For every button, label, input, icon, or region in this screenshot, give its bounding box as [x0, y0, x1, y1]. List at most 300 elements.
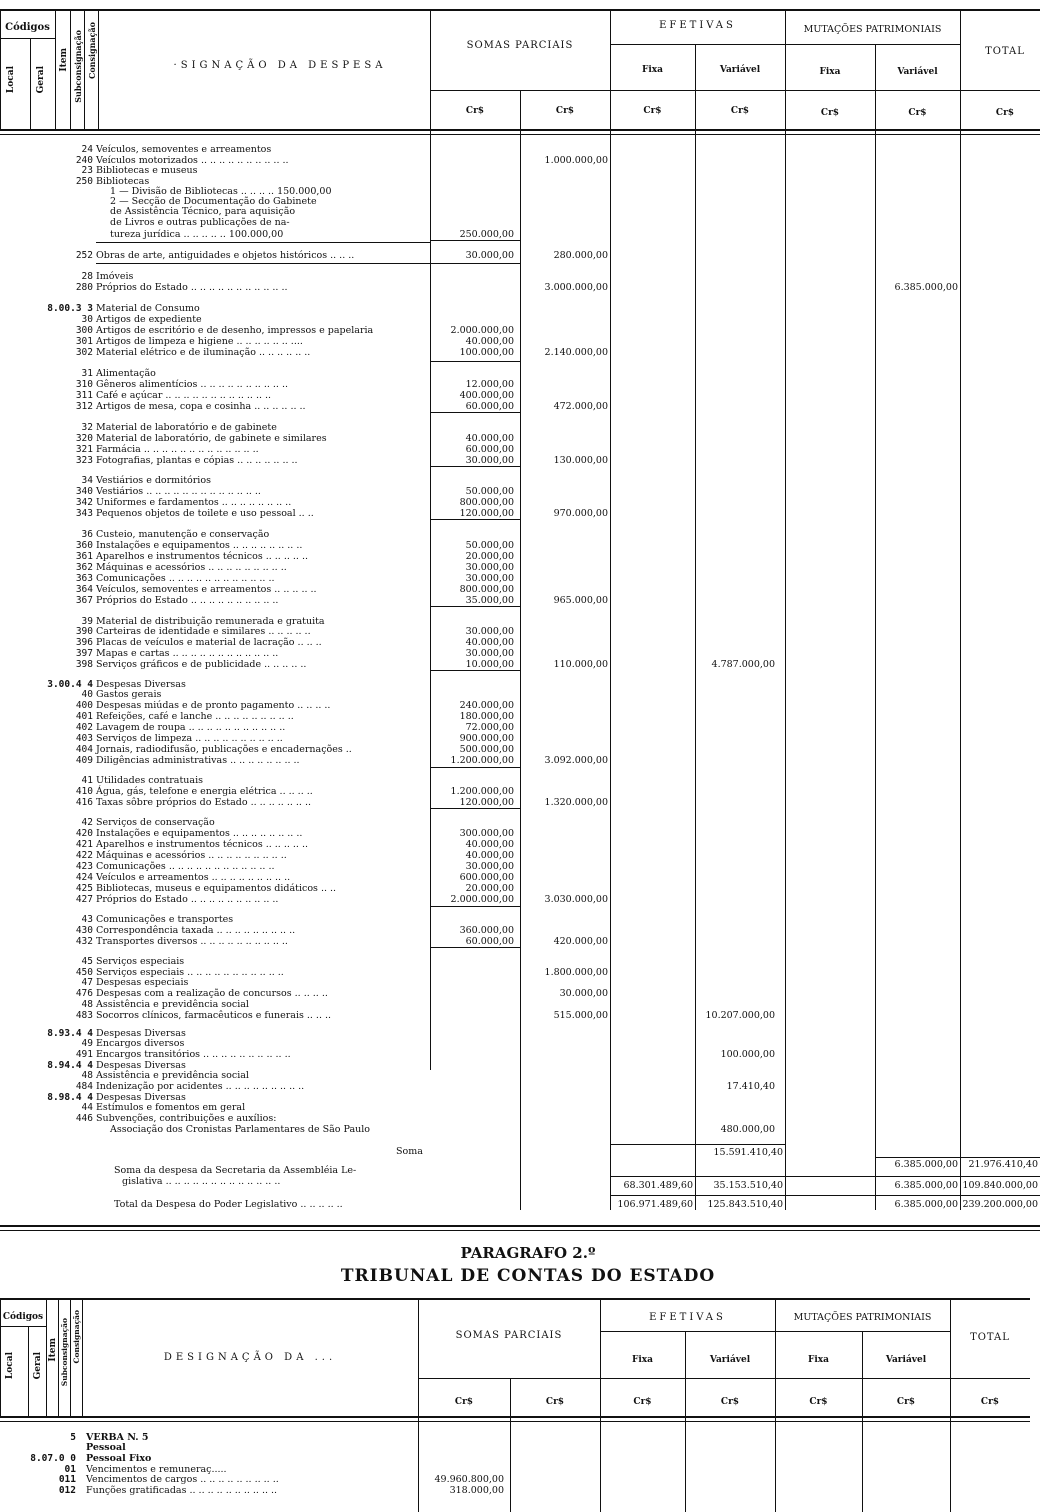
- row-value-a: 60.000,00: [465, 401, 514, 412]
- paragrafo-title: PARAGRAFO 2.º: [460, 1244, 596, 1262]
- row-code: 23: [81, 165, 93, 176]
- poder-variavel-value: 125.843.510,40: [707, 1199, 783, 1210]
- row-value-a: 50.000,00: [465, 486, 514, 497]
- row-code: 012: [58, 1485, 76, 1496]
- efetivas-variavel-label: Variável: [719, 65, 761, 75]
- row-code: 31: [81, 368, 93, 379]
- row-code: 483: [75, 1010, 93, 1021]
- row-value-a: 30.000,00: [465, 562, 514, 573]
- row-code: 30: [81, 314, 93, 325]
- poder-label: Total da Despesa do Poder Legislativo .. .. .. .. ..: [114, 1199, 343, 1210]
- row-code: 398: [75, 659, 93, 670]
- row-description: Despesas miúdas e de pronto pagamento .. .. .. ..: [96, 700, 331, 711]
- row-code: 3.00.4 4: [47, 679, 93, 690]
- row-code: 8.00.3 3: [47, 303, 93, 314]
- row-code: 280: [75, 282, 93, 293]
- row-description: Diligências administrativas .. .. .. .. .. .. .. ..: [96, 755, 300, 766]
- row-code: 343: [75, 508, 93, 519]
- row-value-a: 30.000,00: [465, 626, 514, 637]
- row-description: Artigos de limpeza e higiene .. .. .. .. .. .. ....: [96, 336, 303, 347]
- row-description: tureza jurídica .. .. .. .. .. 100.000,00: [110, 229, 284, 240]
- row-value-a: 800.000,00: [459, 497, 514, 508]
- secretaria-variavel-value: 35.153.510,40: [713, 1180, 783, 1191]
- row-value-a: 40.000,00: [465, 336, 514, 347]
- row-description: Máquinas e acessórios .. .. .. .. .. .. .. .. ..: [96, 850, 287, 861]
- efetivas-fixa-label: Fixa: [641, 65, 663, 75]
- col-consig-label: Consignação: [87, 22, 97, 80]
- row-value-b: 130.000,00: [553, 455, 608, 466]
- currency-col-f: Cr$: [908, 108, 927, 118]
- soma-mutacoes-value: 6.385.000,00: [894, 1159, 958, 1170]
- efetivas-fixa-label-2: Fixa: [631, 1355, 653, 1365]
- row-description: Café e açúcar .. .. .. .. .. .. .. .. .. .. .. ..: [96, 390, 272, 401]
- row-description: Próprios do Estado .. .. .. .. .. .. .. .. .. .. ..: [96, 282, 288, 293]
- currency-2-col-e: Cr$: [809, 1397, 828, 1407]
- row-description: Serviços especiais .. .. .. .. .. .. .. .. .. .. ..: [96, 967, 284, 978]
- row-value-b: 1.800.000,00: [544, 967, 608, 978]
- poder-mutacoes-value: 6.385.000,00: [894, 1199, 958, 1210]
- row-value-b: 30.000,00: [559, 988, 608, 999]
- row-description: Uniformes e fardamentos .. .. .. .. .. .. .. ..: [96, 497, 292, 508]
- row-description: Assistência e previdência social: [96, 999, 249, 1010]
- row-value-a: 30.000,00: [465, 455, 514, 466]
- row-code: 323: [75, 455, 93, 466]
- row-value-a: 800.000,00: [459, 584, 514, 595]
- row-code: 28: [81, 271, 93, 282]
- row-value-a: 318.000,00: [449, 1485, 504, 1496]
- row-code: 42: [81, 817, 93, 828]
- row-description: Água, gás, telefone e energia elétrica .. .. .. ..: [96, 786, 313, 797]
- row-value-a: 40.000,00: [465, 637, 514, 648]
- row-value-a: 500.000,00: [459, 744, 514, 755]
- mutacoes-fixa-label: Fixa: [819, 67, 841, 77]
- row-code: 311: [75, 390, 93, 401]
- subtotal-rule: [430, 240, 520, 241]
- row-description: Utilidades contratuais: [96, 775, 203, 786]
- row-description: Artigos de escritório e de desenho, impressos e papelaria: [96, 325, 374, 336]
- row-value-a: 30.000,00: [465, 648, 514, 659]
- row-value-d: 100.000,00: [720, 1049, 775, 1060]
- row-description: Despesas especiais: [96, 977, 189, 988]
- row-description: Vencimentos de cargos .. .. .. .. .. .. .. .. ..: [86, 1474, 279, 1485]
- row-code: 401: [75, 711, 93, 722]
- codigos-label: Códigos: [5, 22, 50, 33]
- row-description: Carteiras de identidade e similares .. .. .. .. ..: [96, 626, 311, 637]
- col-geral-label-2: Geral: [33, 1352, 43, 1380]
- row-value-a: 180.000,00: [459, 711, 514, 722]
- row-value-b: 3.092.000,00: [544, 755, 608, 766]
- row-code: 427: [75, 894, 93, 905]
- row-description: Veículos, semoventes e arreamentos .. .. .. .. ..: [96, 584, 317, 595]
- subtotal-rule: [430, 808, 520, 809]
- row-description: Comunicações .. .. .. .. .. .. .. .. .. .. .. ..: [96, 861, 275, 872]
- row-value-b: 1.320.000,00: [544, 797, 608, 808]
- somas-parciais-header: SOMAS PARCIAIS: [466, 40, 574, 51]
- row-description: Serviços de conservação: [96, 817, 215, 828]
- row-value-a: 50.000,00: [465, 540, 514, 551]
- designacao-header-2: DESIGNAÇÃO DA ...: [163, 1352, 337, 1363]
- row-description: Veículos motorizados .. .. .. .. .. .. .. .. .. ..: [96, 155, 289, 166]
- row-code: 250: [75, 176, 93, 187]
- row-code: 361: [75, 551, 93, 562]
- row-code: 8.93.4 4: [47, 1028, 93, 1039]
- row-description: Aparelhos e instrumentos técnicos .. .. .. .. ..: [96, 839, 309, 850]
- row-description: Pessoal Fixo: [86, 1453, 152, 1464]
- row-code: 43: [81, 914, 93, 925]
- col-subconsig-label: Subconsignação: [73, 30, 83, 103]
- row-description: Despesas com a realização de concursos .. .. .. ..: [96, 988, 328, 999]
- row-description: Jornais, radiodifusão, publicações e encadernações ..: [96, 744, 352, 755]
- subtotal-rule: [430, 263, 520, 264]
- currency-col-c: Cr$: [643, 106, 662, 116]
- row-description: Material de laboratório, de gabinete e similares: [96, 433, 327, 444]
- currency-2-col-a: Cr$: [454, 1397, 474, 1407]
- row-description: Próprios do Estado .. .. .. .. .. .. .. .. .. ..: [96, 595, 279, 606]
- row-description: Artigos de mesa, copa e cosinha .. .. .. .. .. ..: [96, 401, 306, 412]
- row-code: 44: [81, 1102, 93, 1113]
- currency-2-col-c: Cr$: [633, 1397, 652, 1407]
- row-code: 421: [75, 839, 93, 850]
- row-value-b: 965.000,00: [553, 595, 608, 606]
- row-code: 403: [75, 733, 93, 744]
- row-description: Despesas Diversas: [96, 1092, 186, 1103]
- row-code: 310: [75, 379, 93, 390]
- row-code: 8.07.0 0: [30, 1453, 76, 1464]
- row-code: 397: [75, 648, 93, 659]
- currency-2-col-f: Cr$: [896, 1397, 916, 1407]
- row-code: 48: [81, 999, 93, 1010]
- row-value-a: 12.000,00: [465, 379, 514, 390]
- row-code: 402: [75, 722, 93, 733]
- row-code: 476: [75, 988, 93, 999]
- row-value-d: 17.410,40: [726, 1081, 775, 1092]
- row-value-a: 35.000,00: [465, 595, 514, 606]
- efetivas-header: EFETIVAS: [659, 20, 736, 31]
- row-description: Despesas Diversas: [96, 1028, 186, 1039]
- row-code: 32: [81, 422, 93, 433]
- row-code: 362: [75, 562, 93, 573]
- secretaria-label-2: gislativa .. .. .. .. .. .. .. .. .. .. .. .. ..: [122, 1176, 281, 1187]
- row-description: 1 — Divisão de Bibliotecas .. .. .. .. 150.000,00: [110, 186, 332, 197]
- row-code: 424: [75, 872, 93, 883]
- row-code: 360: [75, 540, 93, 551]
- row-description: Serviços especiais: [96, 956, 185, 967]
- col-consig-label-2: Consignação: [72, 1310, 81, 1364]
- row-description: Bibliotecas, museus e equipamentos didáticos .. ..: [96, 883, 337, 894]
- secretaria-fixa-value: 68.301.489,60: [623, 1180, 693, 1191]
- row-code: 300: [75, 325, 93, 336]
- row-code: 301: [75, 336, 93, 347]
- somas-parciais-header-2: SOMAS PARCIAIS: [455, 1330, 563, 1341]
- row-description: Transportes diversos .. .. .. .. .. .. .. .. .. ..: [96, 936, 288, 947]
- row-code: 47: [81, 977, 93, 988]
- row-code: 49: [81, 1038, 93, 1049]
- mutacoes-variavel-label-2: Variável: [885, 1355, 927, 1365]
- secretaria-total-value: 109.840.000,00: [962, 1180, 1038, 1191]
- row-value-a: 2.000.000,00: [450, 894, 514, 905]
- efetivas-variavel-label-2: Variável: [709, 1355, 751, 1365]
- row-description: Pessoal: [86, 1442, 126, 1453]
- secretaria-mutacoes-value: 6.385.000,00: [894, 1180, 958, 1191]
- row-value-d: 10.207.000,00: [705, 1010, 775, 1021]
- poder-fixa-value: 106.971.489,60: [617, 1199, 693, 1210]
- row-description: Artigos de expediente: [96, 314, 202, 325]
- subtotal-rule: [430, 606, 520, 607]
- row-description: Gêneros alimentícios .. .. .. .. .. .. .. .. .. ..: [96, 379, 288, 390]
- row-value-a: 10.000,00: [465, 659, 514, 670]
- col-item-label: Item: [59, 48, 69, 72]
- row-value-b: 110.000,00: [553, 659, 608, 670]
- row-value-a: 400.000,00: [459, 390, 514, 401]
- row-value-a: 120.000,00: [459, 508, 514, 519]
- row-code: 410: [75, 786, 93, 797]
- row-code: 41: [81, 775, 93, 786]
- row-description: Serviços gráficos e de publicidade .. .. .. .. ..: [96, 659, 307, 670]
- row-value-a: 100.000,00: [459, 347, 514, 358]
- subtotal-rule: [430, 670, 520, 671]
- row-code: 340: [75, 486, 93, 497]
- row-value-b: 3.000.000,00: [544, 282, 608, 293]
- row-description: Subvenções, contribuições e auxílios:: [96, 1113, 277, 1124]
- row-description: Pequenos objetos de toilete e uso pessoal .. ..: [96, 508, 314, 519]
- mutacoes-fixa-label-2: Fixa: [807, 1355, 829, 1365]
- row-code: 425: [75, 883, 93, 894]
- item-rule: [96, 263, 430, 264]
- currency-col-b: Cr$: [555, 106, 575, 116]
- row-value-d: 4.787.000,00: [711, 659, 775, 670]
- row-description: Custeio, manutenção e conservação: [96, 529, 270, 540]
- total-header: TOTAL: [985, 46, 1025, 57]
- soma-variavel-value: 15.591.410,40: [713, 1147, 783, 1158]
- row-description: Farmácia .. .. .. .. .. .. .. .. .. .. .. .. ..: [96, 444, 259, 455]
- row-value-a: 1.200.000,00: [450, 786, 514, 797]
- row-code: 312: [75, 401, 93, 412]
- row-code: 416: [75, 797, 93, 808]
- row-value-f: 6.385.000,00: [894, 282, 958, 293]
- row-description: Mapas e cartas .. .. .. .. .. .. .. .. .. .. .. ..: [96, 648, 279, 659]
- row-description: Refeições, café e lanche .. .. .. .. .. .. .. .. ..: [96, 711, 294, 722]
- currency-2-col-b: Cr$: [545, 1397, 565, 1407]
- row-description: Comunicações e transportes: [96, 914, 234, 925]
- row-description: Funções gratificadas .. .. .. .. .. .. .. .. .. ..: [86, 1485, 278, 1496]
- row-code: 364: [75, 584, 93, 595]
- row-code: 400: [75, 700, 93, 711]
- row-description: Material de distribuição remunerada e gratuita: [96, 616, 325, 627]
- row-code: 252: [75, 250, 93, 261]
- row-code: 450: [75, 967, 93, 978]
- currency-col-d: Cr$: [730, 106, 750, 116]
- row-description: Assistência e previdência social: [96, 1070, 249, 1081]
- row-description: Material de laboratório e de gabinete: [96, 422, 277, 433]
- row-description: Fotografias, plantas e cópias .. .. .. .. .. .. ..: [96, 455, 298, 466]
- row-value-a: 30.000,00: [465, 861, 514, 872]
- row-value-a: 30.000,00: [465, 250, 514, 261]
- secretaria-label-1: Soma da despesa da Secretaria da Assembléia Le-: [114, 1165, 357, 1176]
- row-description: Associação dos Cronistas Parlamentares de São Paulo: [110, 1124, 371, 1135]
- row-code: 342: [75, 497, 93, 508]
- soma-total-value: 21.976.410,40: [968, 1159, 1038, 1170]
- row-description: Aparelhos e instrumentos técnicos .. .. .. .. ..: [96, 551, 309, 562]
- row-code: 363: [75, 573, 93, 584]
- col-local-label: Local: [6, 66, 16, 94]
- col-item-label-2: Item: [48, 1338, 58, 1362]
- row-code: 367: [75, 595, 93, 606]
- row-value-a: 360.000,00: [459, 925, 514, 936]
- row-description: Vestiários .. .. .. .. .. .. .. .. .. .. .. .. ..: [96, 486, 261, 497]
- row-code: 39: [81, 616, 93, 627]
- row-value-a: 1.200.000,00: [450, 755, 514, 766]
- row-description: Estímulos e fomentos em geral: [96, 1102, 246, 1113]
- row-description: Despesas Diversas: [96, 679, 186, 690]
- subtotal-rule: [430, 361, 520, 362]
- row-description: Material elétrico e de iluminação .. .. .. .. .. ..: [96, 347, 311, 358]
- row-value-a: 240.000,00: [459, 700, 514, 711]
- row-value-b: 420.000,00: [553, 936, 608, 947]
- row-code: 390: [75, 626, 93, 637]
- row-value-a: 250.000,00: [459, 229, 514, 240]
- row-value-a: 72.000,00: [465, 722, 514, 733]
- row-value-a: 120.000,00: [459, 797, 514, 808]
- row-value-d: 480.000,00: [720, 1124, 775, 1135]
- row-value-a: 2.000.000,00: [450, 325, 514, 336]
- row-description: Correspondência taxada .. .. .. .. .. .. .. .. ..: [96, 925, 296, 936]
- row-code: 45: [81, 956, 93, 967]
- codigos-label-2: Códigos: [2, 1312, 44, 1322]
- subtotal-rule: [430, 519, 520, 520]
- row-code: 491: [75, 1049, 93, 1060]
- row-code: 484: [75, 1081, 93, 1092]
- item-rule: [96, 242, 430, 243]
- row-code: 40: [81, 689, 93, 700]
- row-description: Veículos, semoventes e arreamentos: [96, 144, 272, 155]
- row-code: 430: [75, 925, 93, 936]
- row-description: Material de Consumo: [96, 303, 200, 314]
- row-code: 24: [81, 144, 93, 155]
- mutacoes-variavel-label: Variável: [897, 67, 938, 77]
- poder-total-value: 239.200.000,00: [962, 1199, 1038, 1210]
- row-value-b: 970.000,00: [553, 508, 608, 519]
- row-code: 011: [58, 1474, 76, 1485]
- row-value-a: 600.000,00: [459, 872, 514, 883]
- row-code: 423: [75, 861, 93, 872]
- row-code: 240: [75, 155, 93, 166]
- row-code: 396: [75, 637, 93, 648]
- subtotal-rule: [430, 906, 520, 907]
- row-value-b: 472.000,00: [553, 401, 608, 412]
- row-code: 36: [81, 529, 93, 540]
- row-code: 5: [70, 1432, 76, 1443]
- row-description: de Assistência Técnico, para aquisição: [110, 206, 296, 217]
- row-description: Encargos transitórios .. .. .. .. .. .. .. .. .. ..: [96, 1049, 291, 1060]
- designacao-header: ·SIGNAÇÃO DA DESPESA: [173, 60, 387, 71]
- row-description: Serviços de limpeza .. .. .. .. .. .. .. .. .. ..: [96, 733, 283, 744]
- row-code: 8.94.4 4: [47, 1060, 93, 1071]
- row-description: VERBA N. 5: [86, 1432, 149, 1443]
- row-code: 320: [75, 433, 93, 444]
- row-description: Alimentação: [96, 368, 156, 379]
- row-description: Indenização por acidentes .. .. .. .. .. .. .. .. ..: [96, 1081, 305, 1092]
- row-description: Máquinas e acessórios .. .. .. .. .. .. .. .. ..: [96, 562, 287, 573]
- row-value-b: 1.000.000,00: [544, 155, 608, 166]
- row-value-a: 40.000,00: [465, 839, 514, 850]
- row-code: 404: [75, 744, 93, 755]
- row-description: Placas de veículos e material de lacração .. .. ..: [96, 637, 322, 648]
- row-code: 8.98.4 4: [47, 1092, 93, 1103]
- row-description: Gastos gerais: [96, 689, 162, 700]
- row-description: 2 — Secção de Documentação do Gabinete: [110, 196, 317, 207]
- subtotal-rule: [430, 767, 520, 768]
- tribunal-title: TRIBUNAL DE CONTAS DO ESTADO: [340, 1266, 716, 1286]
- row-description: Encargos diversos: [96, 1038, 185, 1049]
- soma-label: Soma: [396, 1146, 423, 1157]
- row-code: 446: [75, 1113, 93, 1124]
- currency-col-e: Cr$: [820, 108, 840, 118]
- row-description: Comunicações .. .. .. .. .. .. .. .. .. .. .. ..: [96, 573, 275, 584]
- row-description: Bibliotecas e museus: [96, 165, 198, 176]
- row-value-a: 49.960.800,00: [434, 1474, 504, 1485]
- row-code: 34: [81, 475, 93, 486]
- efetivas-header-2: EFETIVAS: [649, 1312, 726, 1323]
- row-value-b: 280.000,00: [553, 250, 608, 261]
- row-code: 420: [75, 828, 93, 839]
- row-value-b: 3.030.000,00: [544, 894, 608, 905]
- row-value-a: 300.000,00: [459, 828, 514, 839]
- row-description: Próprios do Estado .. .. .. .. .. .. .. .. .. ..: [96, 894, 279, 905]
- row-value-a: 60.000,00: [465, 936, 514, 947]
- row-code: 48: [81, 1070, 93, 1081]
- row-code: 01: [64, 1464, 76, 1475]
- currency-2-col-g: Cr$: [980, 1397, 1000, 1407]
- row-code: 409: [75, 755, 93, 766]
- row-description: Bibliotecas: [96, 176, 150, 187]
- row-value-a: 30.000,00: [465, 573, 514, 584]
- row-description: Vencimentos e remuneraç.....: [86, 1464, 227, 1475]
- currency-col-a: Cr$: [465, 106, 485, 116]
- row-value-b: 2.140.000,00: [544, 347, 608, 358]
- row-value-a: 40.000,00: [465, 433, 514, 444]
- row-description: Obras de arte, antiguidades e objetos históricos .. .. ..: [96, 250, 355, 261]
- col-geral-label: Geral: [36, 66, 46, 94]
- mutacoes-header-2: MUTAÇÕES PATRIMONIAIS: [793, 1312, 932, 1323]
- mutacoes-header: MUTAÇÕES PATRIMONIAIS: [803, 24, 942, 35]
- row-code: 321: [75, 444, 93, 455]
- currency-2-col-d: Cr$: [720, 1397, 740, 1407]
- row-description: Instalações e equipamentos .. .. .. .. .. .. .. ..: [96, 828, 303, 839]
- row-value-a: 20.000,00: [465, 883, 514, 894]
- currency-col-g: Cr$: [995, 108, 1015, 118]
- row-description: de Livros e outras publicações de na-: [110, 217, 290, 228]
- row-description: Taxas sôbre próprios do Estado .. .. .. .. .. .. ..: [96, 797, 311, 808]
- row-value-b: 515.000,00: [553, 1010, 608, 1021]
- row-description: Veículos e arreamentos .. .. .. .. .. .. .. .. ..: [96, 872, 291, 883]
- row-description: Lavagem de roupa .. .. .. .. .. .. .. .. .. .. ..: [96, 722, 286, 733]
- row-description: Despesas Diversas: [96, 1060, 186, 1071]
- row-value-a: 900.000,00: [459, 733, 514, 744]
- subtotal-rule: [430, 412, 520, 413]
- row-description: Vestiários e dormitórios: [96, 475, 211, 486]
- col-local-label-2: Local: [5, 1352, 15, 1380]
- row-value-a: 40.000,00: [465, 850, 514, 861]
- subtotal-rule: [430, 466, 520, 467]
- total-header-2: TOTAL: [970, 1332, 1010, 1343]
- row-code: 432: [75, 936, 93, 947]
- col-subconsig-label-2: Subconsignação: [60, 1318, 69, 1387]
- row-description: Socorros clínicos, farmacêuticos e funerais .. .. ..: [96, 1010, 332, 1021]
- subtotal-rule: [430, 947, 520, 948]
- row-value-a: 20.000,00: [465, 551, 514, 562]
- row-value-a: 60.000,00: [465, 444, 514, 455]
- row-code: 302: [75, 347, 93, 358]
